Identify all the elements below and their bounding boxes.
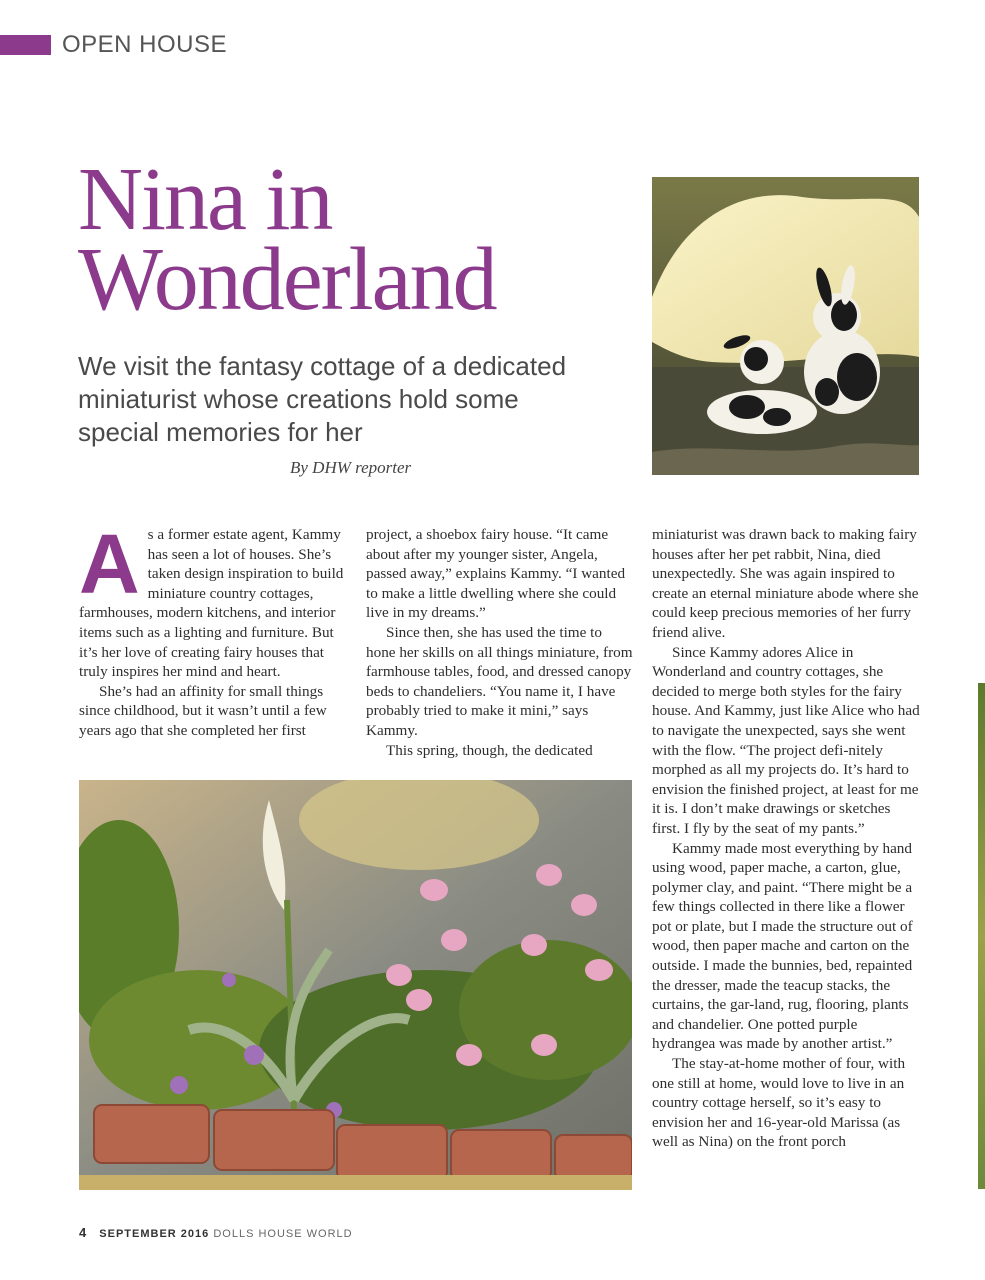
page-footer xyxy=(79,1225,353,1240)
paragraph: This spring, though, the dedicated xyxy=(386,741,593,759)
paragraph: She’s had an affinity for small things since childhood, but it wasn’t until a few years ago that she completed her first xyxy=(79,682,327,739)
paragraph: miniaturist was drawn back to making fairy houses after her pet rabbit, Nina, died unexpectedly. She was again inspired to create an eternal miniature abode where she could keep precious memories of her furry friend alive. xyxy=(652,526,919,641)
paragraph: Since Kammy adores Alice in Wonderland and country cottages, she decided to merge both styles for the fairy house. And Kammy, just like Alice who had to navigate the unexpected, says she went with the flow. “The project defi-nitely morphed as all my projects do. It’s hard to envision the finished project, at least for me it is. I don’t make drawings or sketches first. I fly by the seat of my pants.” xyxy=(652,643,920,837)
article-column-3 xyxy=(652,525,922,1152)
article-title xyxy=(78,150,638,329)
garden-flowers-photo xyxy=(79,780,632,1190)
paragraph: s a former estate agent, Kammy has seen a lot of houses. She’s taken design inspiration to build miniature country cottages, farmhouses, modern kitchens, and interior items such as a lighting and furniture. But it’s her love of creating fairy houses that truly inspires her mind and heart. xyxy=(79,526,344,681)
title-line-1: Nina in xyxy=(78,150,332,249)
issue-date: SEPTEMBER 2016 xyxy=(99,1228,210,1240)
article-subtitle: We visit the fantasy cottage of a dedicated miniaturist whose creations hold some special memories for her xyxy=(78,351,567,447)
article-column-1 xyxy=(79,517,349,741)
paragraph: The stay-at-home mother of four, with one still at home, would love to live in an country cottage herself, so it’s easy to envision her and 16-year-old Marissa (as well as Nina) on the front porch xyxy=(652,1055,906,1151)
paragraph: project, a shoebox fairy house. “It came about after my younger sister, Angela, passed away,” explains Kammy. “I wanted to make a little dwelling where she could live in my dreams.” xyxy=(366,526,626,622)
adjacent-page-photo-edge xyxy=(978,683,985,1189)
page-number: 4 xyxy=(79,1225,88,1240)
magazine-name: DOLLS HOUSE WORLD xyxy=(213,1228,353,1240)
paragraph: Since then, she has used the time to hone her skills on all things miniature, from farmhouse tables, food, and dressed canopy beds to chandeliers. “You name it, I have probably tried to make it mini,” says Kammy. xyxy=(366,623,633,739)
article-column-2 xyxy=(366,525,634,760)
section-color-bar xyxy=(0,35,51,55)
bunnies-photo xyxy=(652,177,919,475)
byline: By DHW reporter xyxy=(290,458,412,477)
paragraph: Kammy made most everything by hand using wood, paper mache, a carton, glue, polymer clay, and paint. “There might be a few things collected in there like a flower pot or plate, but I made the structure out of wood, then paper mache and carton on the outside. I made the bunnies, bed, repainted the dresser, made the teacup stacks, the curtains, the gar-land, rug, flooring, plants and chandelier. One potted purple hydrangea was made by another artist.” xyxy=(652,839,913,1053)
title-line-2: Wonderland xyxy=(78,230,496,329)
drop-cap: A xyxy=(79,517,140,611)
section-label: OPEN HOUSE xyxy=(62,31,228,58)
